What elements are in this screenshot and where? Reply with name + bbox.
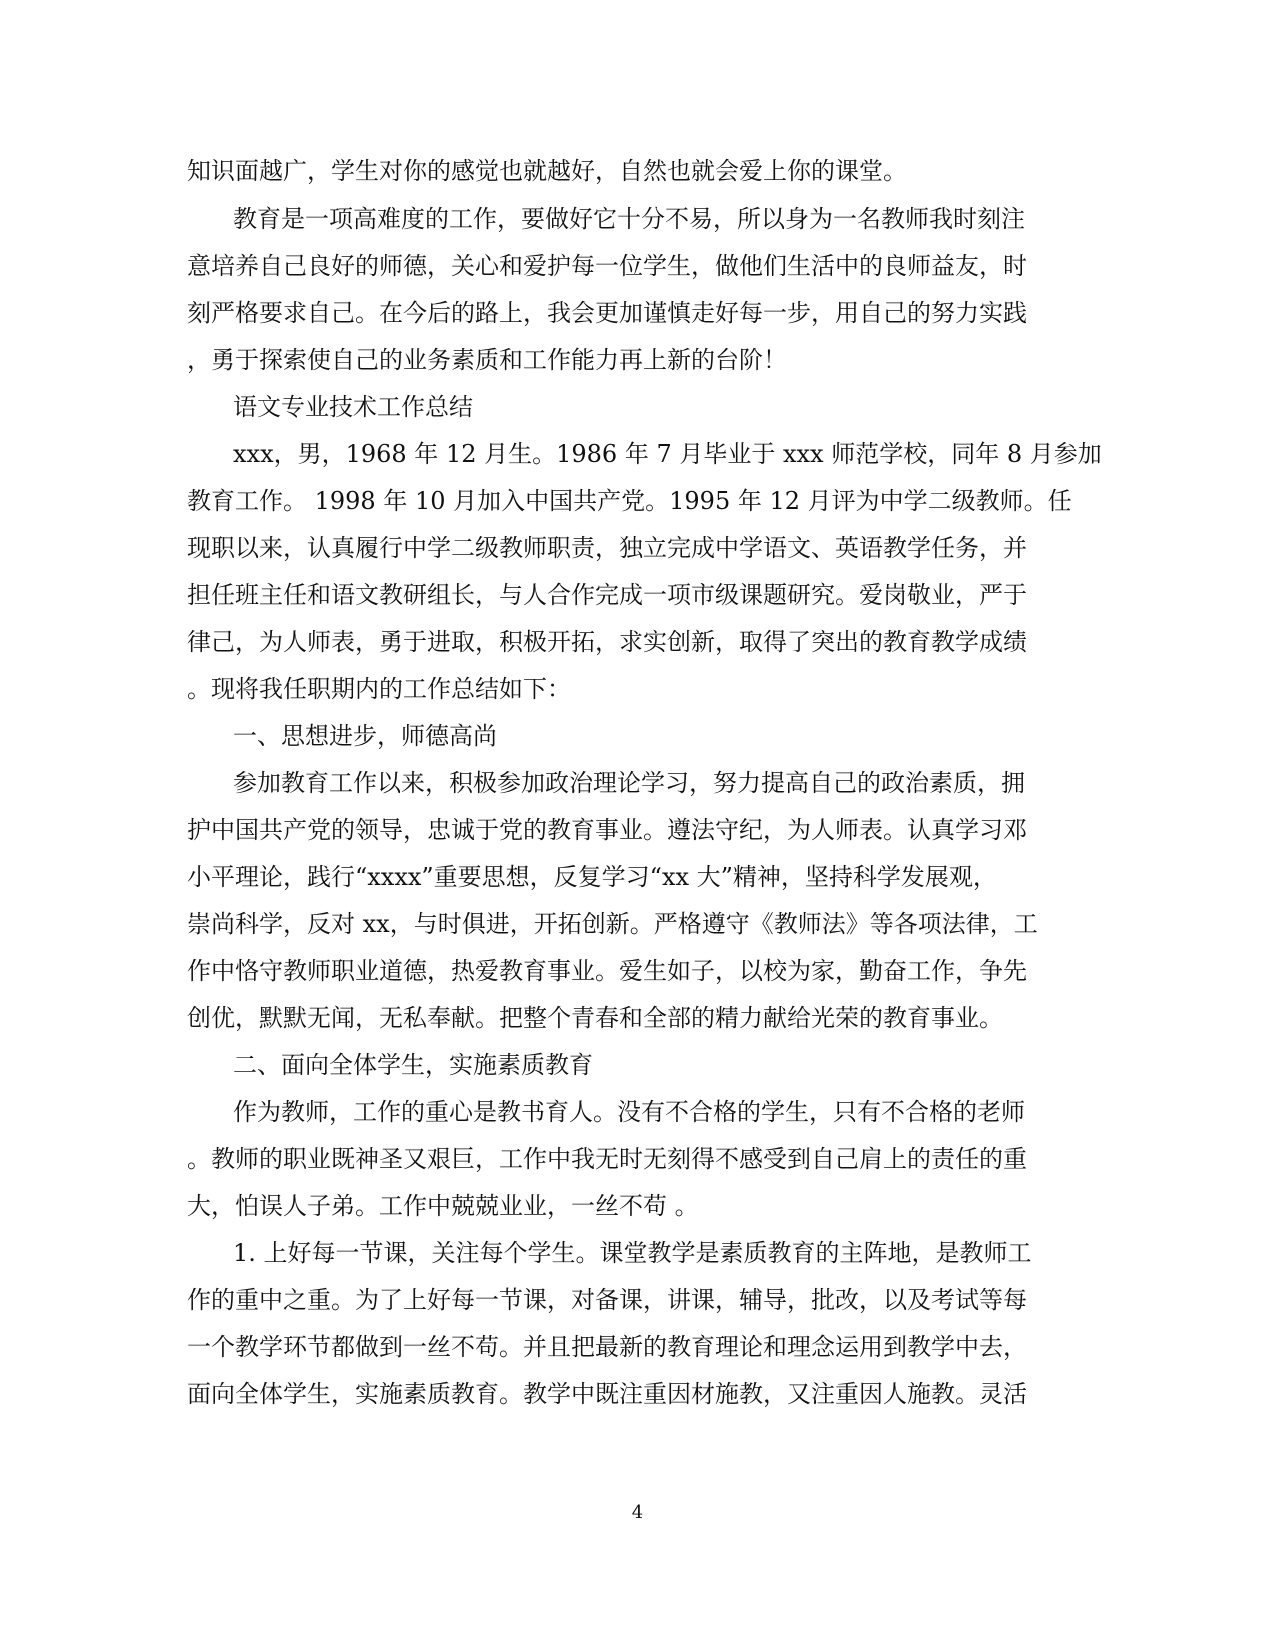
text-line: 。现将我任职期内的工作总结如下： bbox=[187, 675, 571, 703]
section-title: 语文专业技术工作总结 bbox=[233, 393, 473, 421]
section-heading: 二、面向全体学生，实施素质教育 bbox=[233, 1051, 593, 1079]
text-line: 作为教师，工作的重心是教书育人。没有不合格的学生，只有不合格的老师 bbox=[233, 1098, 1025, 1126]
text-line: 作中恪守教师职业道德，热爱教育事业。爱生如子，以校为家，勤奋工作，争先 bbox=[187, 957, 1027, 985]
text-line: 作的重中之重。为了上好每一节课，对备课，讲课，辅导，批改，以及考试等每 bbox=[187, 1286, 1027, 1314]
text-line: 知识面越广，学生对你的感觉也就越好，自然也就会爱上你的课堂。 bbox=[187, 157, 907, 185]
text-line: 护中国共产党的领导，忠诚于党的教育事业。遵法守纪，为人师表。认真学习邓 bbox=[187, 816, 1027, 844]
text-line: 一个教学环节都做到一丝不苟。并且把最新的教育理论和理念运用到教学中去， bbox=[187, 1333, 1027, 1361]
page-number: 4 bbox=[631, 1502, 644, 1523]
text-line: 意培养自己良好的师德，关心和爱护每一位学生，做他们生活中的良师益友，时 bbox=[187, 252, 1027, 280]
text-line: 参加教育工作以来，积极参加政治理论学习，努力提高自己的政治素质，拥 bbox=[233, 769, 1025, 797]
section-heading: 一、思想进步，师德高尚 bbox=[233, 722, 497, 750]
text-line: 刻严格要求自己。在今后的路上，我会更加谨慎走好每一步，用自己的努力实践 bbox=[187, 299, 1027, 327]
text-line: 教育是一项高难度的工作，要做好它十分不易，所以身为一名教师我时刻注 bbox=[233, 205, 1025, 233]
text-line: 面向全体学生，实施素质教育。教学中既注重因材施教，又注重因人施教。灵活 bbox=[187, 1380, 1027, 1408]
text-line: 小平理论，践行“xxxx”重要思想，反复学习“xx 大”精神，坚持科学发展观， bbox=[187, 863, 997, 891]
text-line: 。教师的职业既神圣又艰巨，工作中我无时无刻得不感受到自己肩上的责任的重 bbox=[187, 1145, 1027, 1173]
text-line: 教育工作。 1998 年 10 月加入中国共产党。1995 年 12 月评为中学二级教师。任 bbox=[187, 487, 1072, 515]
text-line: 创优，默默无闻，无私奉献。把整个青春和全部的精力献给光荣的教育事业。 bbox=[187, 1004, 1003, 1032]
text-line: 崇尚科学，反对 xx，与时俱进，开拓创新。严格遵守《教师法》等各项法律，工 bbox=[187, 910, 1038, 938]
text-line: xxx，男，1968 年 12 月生。1986 年 7 月毕业于 xxx 师范学校，同年 8 月参加 bbox=[233, 440, 1102, 468]
text-line: 律己，为人师表，勇于进取，积极开拓，求实创新，取得了突出的教育教学成绩 bbox=[187, 628, 1027, 656]
text-line: 现职以来，认真履行中学二级教师职责，独立完成中学语文、英语教学任务，并 bbox=[187, 534, 1027, 562]
text-line: 1. 上好每一节课，关注每个学生。课堂教学是素质教育的主阵地，是教师工 bbox=[233, 1239, 1032, 1267]
text-line: 担任班主任和语文教研组长，与人合作完成一项市级课题研究。爱岗敬业，严于 bbox=[187, 581, 1027, 609]
text-line: ，勇于探索使自己的业务素质和工作能力再上新的台阶！ bbox=[187, 346, 787, 374]
text-line: 大，怕误人子弟。工作中兢兢业业，一丝不苟 。 bbox=[187, 1192, 699, 1220]
